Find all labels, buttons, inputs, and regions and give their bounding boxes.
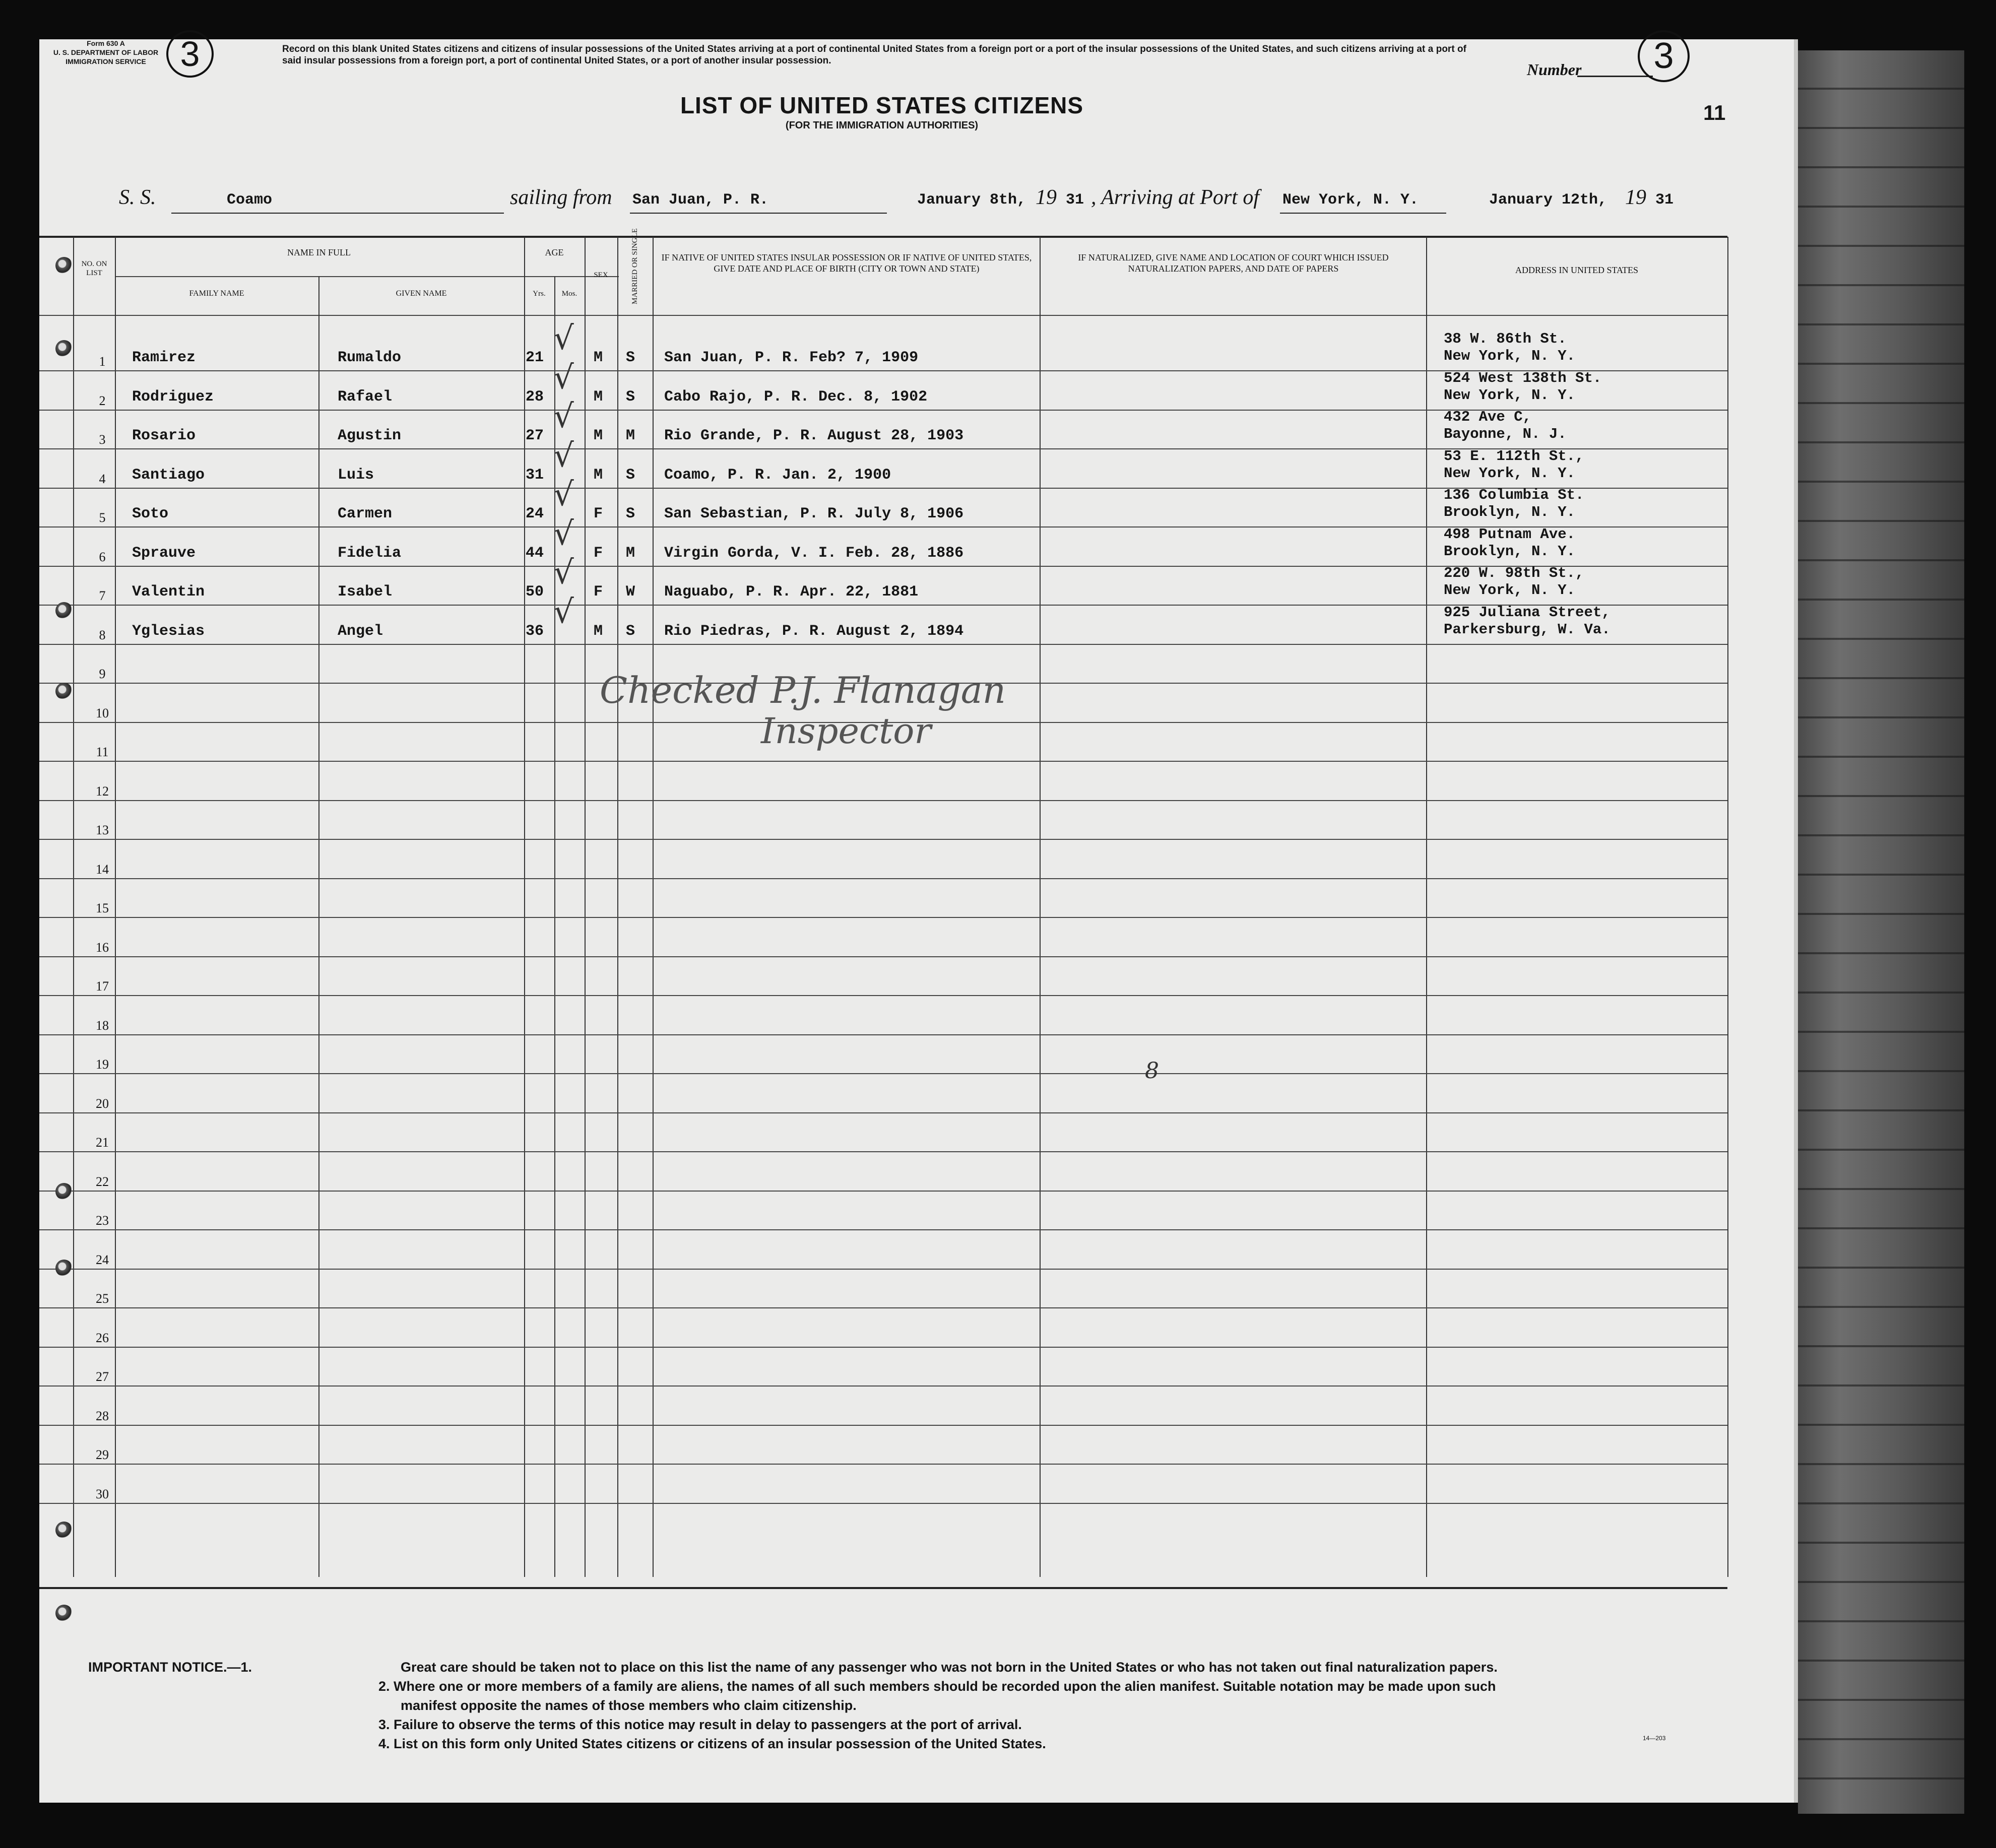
- name-subheader-line: [115, 276, 619, 277]
- passenger-address-line-2: New York, N. Y.: [1444, 386, 1576, 404]
- passenger-given-name: Isabel: [338, 583, 393, 601]
- passenger-given-name: Agustin: [338, 427, 402, 444]
- row-number: 8: [99, 627, 106, 642]
- passenger-given-name: Angel: [338, 622, 383, 640]
- arriving-label: , Arriving at Port of: [1091, 186, 1260, 209]
- col-header-yrs: Yrs.: [533, 290, 546, 298]
- passenger-address-line-1: 53 E. 112th St.,: [1444, 447, 1584, 465]
- row-line: [39, 1151, 1727, 1152]
- row-number: 15: [96, 901, 109, 915]
- col-header-mos: Mos.: [561, 290, 577, 298]
- passenger-address-line-1: 925 Juliana Street,: [1444, 604, 1611, 621]
- page-subtitle: (FOR THE IMMIGRATION AUTHORITIES): [785, 120, 979, 131]
- list-number: 3: [1638, 30, 1690, 82]
- col-divider: [585, 237, 586, 1577]
- passenger-address-line-1: 38 W. 86th St.: [1444, 331, 1567, 347]
- row-number: 16: [96, 940, 109, 955]
- row-line: [39, 1385, 1727, 1387]
- passenger-sex: F: [594, 583, 603, 601]
- passenger-marital-status: M: [626, 427, 635, 444]
- row-line: [39, 1503, 1727, 1504]
- check-mark-icon: √: [553, 515, 574, 553]
- sailing-label: sailing from: [510, 186, 612, 209]
- passenger-family-name: Rodriguez: [132, 388, 214, 406]
- form-instructions: Record on this blank United States citizens and citizens of insular possessions of the United States arriving at a port of continental United States from a foreign port or a port of the insular possessions of the United States, and such citizens arriving at a port of said insular possessions from a foreign port, a port of continental United States, or a port of another insular possession.: [282, 44, 1466, 66]
- row-line: [39, 1112, 1727, 1113]
- number-underline: [1577, 76, 1653, 77]
- row-line: [39, 917, 1727, 918]
- passenger-age: 28: [526, 388, 544, 406]
- signature-line-1: Checked P.J. Flanagan: [600, 669, 1006, 711]
- col-divider: [524, 237, 525, 1577]
- row-number: 4: [99, 471, 106, 486]
- passenger-sex: M: [594, 466, 603, 484]
- pencil-mark: 8: [1145, 1058, 1159, 1084]
- passenger-sex: F: [594, 544, 603, 562]
- row-number: 22: [96, 1174, 109, 1189]
- passenger-family-name: Yglesias: [132, 622, 205, 640]
- notice-item-4: 4. List on this form only United States citizens or citizens of an insular possession of the United States.: [378, 1736, 1046, 1751]
- col-divider: [653, 237, 654, 1577]
- col-header-given: GIVEN NAME: [396, 289, 447, 298]
- passenger-birth-place-date: San Sebastian, P. R. July 8, 1906: [664, 505, 964, 522]
- passenger-given-name: Carmen: [338, 505, 393, 522]
- from-port-line: [630, 213, 887, 214]
- col-divider: [73, 237, 74, 1577]
- passenger-given-name: Luis: [338, 466, 374, 484]
- passenger-sex: M: [594, 388, 603, 406]
- arrival-date: January 12th,: [1489, 191, 1607, 209]
- passenger-birth-place-date: Rio Grande, P. R. August 28, 1903: [664, 427, 964, 444]
- passenger-address-line-2: Brooklyn, N. Y.: [1444, 504, 1576, 520]
- arrival-port-line: [1280, 213, 1446, 214]
- check-mark-icon: √: [553, 554, 574, 591]
- manifest-page: [39, 39, 1798, 1803]
- passenger-birth-place-date: Virgin Gorda, V. I. Feb. 28, 1886: [664, 544, 964, 562]
- passenger-marital-status: S: [626, 622, 635, 640]
- check-mark-icon: √: [553, 320, 574, 357]
- arrival-port: New York, N. Y.: [1282, 191, 1419, 209]
- row-number: 29: [96, 1447, 109, 1462]
- row-number: 10: [96, 705, 109, 720]
- passenger-address-line-2: New York, N. Y.: [1444, 348, 1576, 364]
- col-header-married: MARRIED OR SINGLE: [631, 228, 639, 304]
- ship-name: Coamo: [227, 191, 273, 209]
- passenger-sex: M: [594, 349, 603, 366]
- row-number: 14: [96, 862, 109, 877]
- passenger-age: 50: [526, 583, 544, 601]
- passenger-birth-place-date: San Juan, P. R. Feb? 7, 1909: [664, 349, 919, 366]
- row-number: 12: [96, 783, 109, 799]
- form-circle-number: 3: [166, 30, 214, 78]
- row-number: 6: [99, 549, 106, 564]
- passenger-address-line-1: 524 West 138th St.: [1444, 369, 1602, 386]
- check-mark-icon: √: [553, 359, 574, 397]
- row-number: 30: [96, 1486, 109, 1501]
- row-number: 11: [96, 745, 109, 759]
- passenger-address-line-2: Parkersburg, W. Va.: [1444, 621, 1611, 638]
- passenger-address-line-1: 220 W. 98th St.,: [1444, 565, 1584, 581]
- col-header-age: AGE: [545, 247, 564, 257]
- passenger-family-name: Soto: [132, 505, 169, 522]
- header-bottom-line: [39, 315, 1727, 316]
- passenger-marital-status: S: [626, 466, 635, 484]
- row-number: 5: [99, 510, 106, 525]
- row-number: 26: [96, 1330, 109, 1345]
- arrival-year-prefix: 19: [1625, 186, 1646, 209]
- passenger-age: 31: [526, 466, 544, 484]
- col-divider: [1040, 237, 1041, 1577]
- row-number: 28: [96, 1408, 109, 1423]
- sail-year-prefix: 19: [1036, 186, 1057, 209]
- binder-hole: [55, 602, 73, 619]
- passenger-marital-status: S: [626, 388, 635, 406]
- binder-hole: [55, 1183, 73, 1200]
- row-line: [39, 1307, 1727, 1308]
- binder-hole: [55, 1522, 73, 1539]
- row-line: [39, 1425, 1727, 1426]
- row-line: [39, 995, 1727, 996]
- row-line: [39, 1191, 1727, 1192]
- binder-hole: [55, 1605, 73, 1622]
- passenger-sex: F: [594, 505, 603, 522]
- sail-date: January 8th,: [917, 191, 1026, 209]
- passenger-given-name: Rumaldo: [338, 349, 402, 366]
- passenger-age: 21: [526, 349, 544, 366]
- check-mark-icon: √: [553, 476, 574, 513]
- passenger-family-name: Ramirez: [132, 349, 196, 366]
- from-port: San Juan, P. R.: [632, 191, 769, 209]
- binder-hole: [55, 257, 73, 274]
- row-number: 24: [96, 1252, 109, 1267]
- passenger-age: 36: [526, 622, 544, 640]
- col-divider: [617, 237, 618, 1577]
- passenger-birth-place-date: Naguabo, P. R. Apr. 22, 1881: [664, 583, 919, 601]
- col-header-address: ADDRESS IN UNITED STATES: [1515, 265, 1639, 275]
- row-number: 19: [96, 1057, 109, 1072]
- passenger-marital-status: S: [626, 349, 635, 366]
- passenger-address-line-1: 136 Columbia St.: [1444, 487, 1584, 503]
- row-number: 21: [96, 1135, 109, 1150]
- passenger-address-line-2: Bayonne, N. J.: [1444, 426, 1567, 442]
- passenger-given-name: Rafael: [338, 388, 393, 406]
- inspector-signature: [595, 663, 1006, 753]
- notice-lead: IMPORTANT NOTICE.—1.: [88, 1660, 252, 1675]
- passenger-age: 44: [526, 544, 544, 562]
- passenger-address-line-2: Brooklyn, N. Y.: [1444, 543, 1576, 560]
- passenger-birth-place-date: Coamo, P. R. Jan. 2, 1900: [664, 466, 891, 484]
- adjacent-page-edge: [1798, 50, 1964, 1814]
- col-header-sex: SEX: [594, 271, 608, 279]
- signature-line-2: Inspector: [761, 710, 931, 752]
- row-number: 25: [96, 1291, 109, 1306]
- passenger-birth-place-date: Rio Piedras, P. R. August 2, 1894: [664, 622, 964, 640]
- form-identifier: Form 630 A U. S. DEPARTMENT OF LABOR IMMIGRATION SERVICE: [53, 39, 159, 65]
- row-line: [39, 1034, 1727, 1035]
- col-header-naturalized: IF NATURALIZED, GIVE NAME AND LOCATION OF COURT WHICH ISSUED NATURALIZATION PAPERS, AND DATE OF PAPERS: [1078, 252, 1389, 274]
- row-number: 1: [99, 354, 106, 369]
- binder-hole: [55, 683, 73, 700]
- footer-code: 14—203: [1643, 1735, 1666, 1742]
- check-mark-icon: √: [553, 398, 574, 435]
- passenger-address-line-2: New York, N. Y.: [1444, 465, 1576, 482]
- passenger-sex: M: [594, 622, 603, 640]
- passenger-address-line-2: New York, N. Y.: [1444, 582, 1576, 599]
- row-line: [39, 1073, 1727, 1074]
- col-divider: [318, 276, 319, 1577]
- binder-hole: [55, 1260, 73, 1277]
- binder-hole: [55, 340, 73, 357]
- row-number: 27: [96, 1369, 109, 1384]
- col-divider: [1727, 237, 1728, 1577]
- row-line: [39, 1347, 1727, 1348]
- passenger-address-line-1: 498 Putnam Ave.: [1444, 525, 1576, 543]
- passenger-family-name: Santiago: [132, 466, 205, 484]
- row-number: 23: [96, 1213, 109, 1228]
- ss-label: S. S.: [119, 186, 156, 209]
- row-line: [39, 1269, 1727, 1270]
- passenger-family-name: Sprauve: [132, 544, 196, 562]
- row-number: 9: [99, 667, 106, 681]
- notice-item-2-cont: manifest opposite the names of those members who claim citizenship.: [401, 1698, 857, 1713]
- page-title: LIST OF UNITED STATES CITIZENS: [680, 92, 1084, 118]
- row-line: [39, 956, 1727, 957]
- row-number: 7: [99, 588, 106, 603]
- passenger-family-name: Rosario: [132, 427, 196, 444]
- col-divider: [1426, 237, 1427, 1577]
- row-number: 13: [96, 823, 109, 837]
- col-header-no: NO. ON LIST: [81, 260, 107, 277]
- notice-item-3: 3. Failure to observe the terms of this notice may result in delay to passengers at the port of arrival.: [378, 1717, 1022, 1732]
- passenger-given-name: Fidelia: [338, 544, 402, 562]
- row-number: 18: [96, 1018, 109, 1033]
- row-line: [39, 761, 1727, 762]
- sail-year: 31: [1066, 191, 1084, 209]
- row-line: [39, 1229, 1727, 1230]
- passenger-sex: M: [594, 427, 603, 444]
- row-number: 17: [96, 979, 109, 994]
- col-header-family: FAMILY NAME: [189, 289, 244, 298]
- row-number: 2: [99, 393, 106, 408]
- table-bottom-border: [39, 1587, 1727, 1589]
- notice-item-1: Great care should be taken not to place on this list the name of any passenger who was not born in the United States or who has not taken out final naturalization papers.: [401, 1660, 1498, 1675]
- passenger-family-name: Valentin: [132, 583, 205, 601]
- row-line: [39, 839, 1727, 840]
- row-line: [39, 878, 1727, 879]
- passenger-marital-status: S: [626, 505, 635, 522]
- table-top-border: [39, 236, 1727, 238]
- page-number: 11: [1703, 101, 1726, 124]
- passenger-age: 24: [526, 505, 544, 522]
- row-number: 20: [96, 1096, 109, 1111]
- row-line: [39, 800, 1727, 801]
- number-label: Number: [1527, 60, 1582, 79]
- arrival-year: 31: [1655, 191, 1674, 209]
- passenger-address-line-1: 432 Ave C,: [1444, 409, 1532, 425]
- ship-line: [171, 213, 504, 214]
- row-line: [39, 1464, 1727, 1465]
- passenger-birth-place-date: Cabo Rajo, P. R. Dec. 8, 1902: [664, 388, 928, 406]
- col-header-native: IF NATIVE OF UNITED STATES INSULAR POSSESSION OR IF NATIVE OF UNITED STATES, GIVE DATE AND PLACE OF BIRTH (CITY OR TOWN AND STATE): [661, 252, 1032, 274]
- passenger-marital-status: M: [626, 544, 635, 562]
- row-number: 3: [99, 432, 106, 447]
- check-mark-icon: √: [553, 593, 574, 631]
- check-mark-icon: √: [553, 437, 574, 475]
- passenger-age: 27: [526, 427, 544, 444]
- row-line: [39, 644, 1727, 645]
- passenger-marital-status: W: [626, 583, 635, 601]
- col-header-name: NAME IN FULL: [287, 247, 351, 257]
- notice-item-2: 2. Where one or more members of a family are aliens, the names of all such members should be recorded upon the alien manifest. Suitable notation may be made upon such: [378, 1679, 1496, 1694]
